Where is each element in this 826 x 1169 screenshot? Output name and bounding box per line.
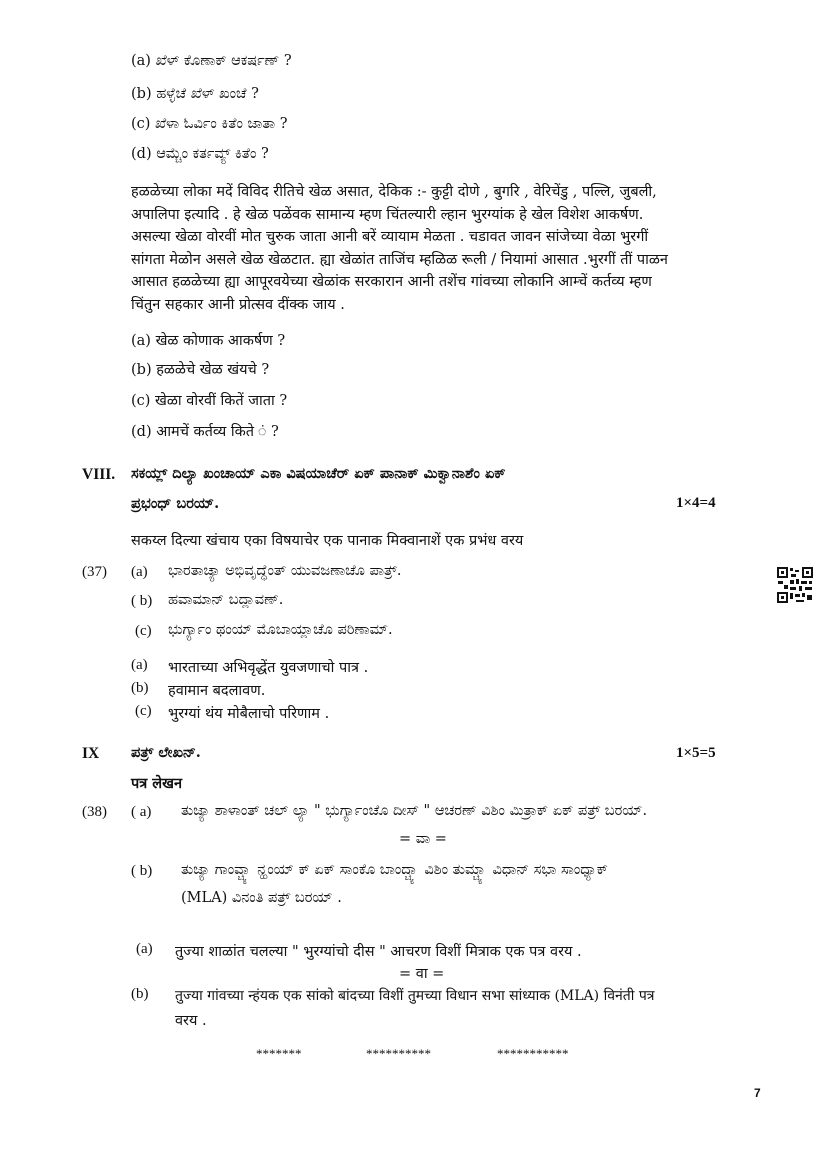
option-label: (c)	[135, 703, 152, 719]
question-d-kannada: (d) ಆಮ್ಚೆಂ ಕರ್ತವ್ಯ್ ಕಿತೆಂ ?	[131, 146, 269, 162]
section-viii-title-kannada-line2: ಪ್ರಭಂಧ್ ಬರಯ್.	[131, 495, 220, 512]
section-viii-marks: 1×4=4	[676, 495, 716, 511]
question-d-devanagari: (d) आमचें कर्तव्य किते ं ?	[131, 424, 279, 440]
question-a-devanagari: (a) खेळ कोणाक आकर्षण ?	[131, 333, 286, 349]
letter-topic-b-devanagari-line2: वरय .	[175, 1013, 207, 1029]
qr-code-icon	[776, 566, 814, 604]
question-number-37: (37)	[82, 564, 107, 580]
option-label: (c)	[135, 623, 152, 639]
section-ix-title-kannada: ಪತ್ರ್ ಲೇಖನ್.	[131, 744, 201, 761]
section-viii-title-devanagari: सकय्ल दिल्या खंचाय एका विषयाचेर एक पानाक मिक्वानाशें एक प्रभंध वरय	[131, 533, 524, 549]
letter-topic-a-kannada: ತುಜ್ಯಾ ಶಾಳಾಂತ್ ಚಲ್ ಲ್ಯಾ " ಭುರ್ಗ್ಯಾಂಚೊ ದೀಸ್ " ಆಚರಣ್ ವಿಶಿಂ ಮಿತ್ರಾಕ್ ಏಕ್ ಪತ್ರ್ ಬರಯ್.	[181, 803, 648, 819]
option-label: (a)	[131, 564, 148, 580]
passage-line: अपालिपा इत्यादि . हे खेळ पळेंवक सामान्य म्हण चिंतल्यारी ल्हान भुरग्यांक हे खेल विशेश आकर्षण.	[131, 206, 644, 223]
section-viii-title-kannada: ಸಕಯ್ಲ್ ದಿಲ್ಯಾ ಖಂಚಾಯ್ ಎಕಾ ವಿಷಯಾಚೆರ್ ಏಕ್ ಪಾನಾಕ್ ಮಿಕ್ವಾನಾಶೆಂ ಏಕ್	[131, 465, 506, 482]
section-ix-title-devanagari: पत्र लेखन	[131, 775, 183, 792]
essay-topic-b-kannada: ಹವಾಮಾನ್ ಬದ್ಲಾವಣ್.	[168, 592, 284, 608]
or-separator-kannada: = ವಾ =	[399, 831, 447, 847]
end-stars: ***********	[497, 1046, 569, 1061]
essay-topic-c-kannada: ಭುರ್ಗ್ಯಾಂ ಥಂಯ್ ಮೊಬಾಯ್ಲಾಚೊ ಪರಿಣಾಮ್.	[168, 622, 393, 638]
passage-line: चिंतुन सहकार आनी प्रोत्सव दींक्क जाय .	[131, 296, 345, 313]
end-stars: *******	[256, 1046, 302, 1061]
page-number: 7	[754, 1086, 761, 1100]
letter-topic-b-kannada-line2: (MLA) ವಿನಂತಿ ಪತ್ರ್ ಬರಯ್ .	[181, 890, 342, 906]
question-number-38: (38)	[82, 804, 107, 820]
option-label: ( b)	[131, 863, 153, 879]
passage-paragraph	[131, 181, 763, 316]
option-label: (b)	[131, 986, 149, 1002]
end-stars: **********	[366, 1046, 431, 1061]
passage-line: हळळेच्या लोका मदें विविद रीतिचे खेळ असात, देकिक :- कुट्टी दोणे , बुगरि , वेरिचेंडु , पल्लि, जुबली,	[131, 184, 657, 200]
section-ix-marks: 1×5=5	[676, 745, 716, 761]
letter-topic-b-kannada: ತುಜ್ಯಾ ಗಾಂವ್ಚ್ಯಾ ನ್ಹಂಯ್ ಕ್ ಏಕ್ ಸಾಂಕೊ ಬಾಂದ್ಚ್ಯಾ ವಿಶಿಂ ತುಮ್ಚ್ಯಾ ವಿಧಾನ್ ಸಭಾ ಸಾಂಧ್ಯಾಕ್	[181, 862, 608, 878]
question-a-kannada: (a) ಖೆಳ್ ಕೊಣಾಕ್ ಆಕರ್ಷಣ್ ?	[131, 53, 292, 69]
section-number-ix: IX	[82, 745, 100, 762]
passage-line: असल्या खेळा वोरवीं मोत चुरुक जाता आनी बरें व्यायाम मेळता . चडावत जावन सांजेच्या वेळा भुरगीं	[131, 229, 649, 245]
option-label: (a)	[131, 657, 148, 673]
passage-line: सांगता मेळोन असले खेळ खेळटात. ह्या खेळांत ताजिंच म्हळिळ रूली / नियामां आसात .भुरगीं तीं पाळन	[131, 251, 668, 268]
letter-topic-b-devanagari: तुज्या गांवच्या न्हंयक एक सांको बांदच्या विशीं तुमच्या विधान सभा सांध्याक (MLA) विनंती पत्र	[175, 988, 655, 1004]
option-label: (b)	[131, 680, 149, 696]
option-label: ( a)	[131, 804, 152, 820]
question-c-kannada: (c) ಖೆಳಾ ಓರ್ವಿಂ ಕಿತೆಂ ಜಾತಾ ?	[131, 116, 288, 132]
question-c-devanagari: (c) खेळा वोरवीं कितें जाता ?	[131, 393, 288, 409]
passage-line: आसात हळळेच्या ह्या आपूरवयेच्या खेळांक सरकारान आनी तशेंच गांवच्या लोकानि आम्चें कर्तव्य म्हण	[131, 274, 652, 290]
essay-topic-b-devanagari: हवामान बदलावण.	[168, 683, 266, 699]
section-number-viii: VIII.	[82, 466, 116, 483]
essay-topic-a-devanagari: भारताच्या अभिवृद्धेंत युवजणाचो पात्र .	[168, 660, 369, 676]
or-separator-devanagari: = वा =	[399, 966, 445, 982]
question-b-devanagari: (b) हळळेचे खेळ खंयचे ?	[131, 362, 270, 378]
letter-topic-a-devanagari: तुज्या शाळांत चलल्या " भुरग्यांचो दीस " आचरण विशीं मित्राक एक पत्र वरय .	[175, 944, 582, 960]
essay-topic-c-devanagari: भुरग्यां थंय मोबैलाचो परिणाम .	[168, 706, 330, 722]
essay-topic-a-kannada: ಭಾರತಾಚ್ಯಾ ಅಭಿವೃದ್ಧೆಂತ್ ಯುವಜಣಾಚೊ ಪಾತ್ರ್.	[168, 563, 402, 579]
option-label: (a)	[136, 941, 153, 957]
option-label: ( b)	[131, 593, 153, 609]
question-b-kannada: (b) ಹಳ್ಳೆಚೆ ಖೆಳ್ ಖಂಚೆ ?	[131, 86, 259, 102]
